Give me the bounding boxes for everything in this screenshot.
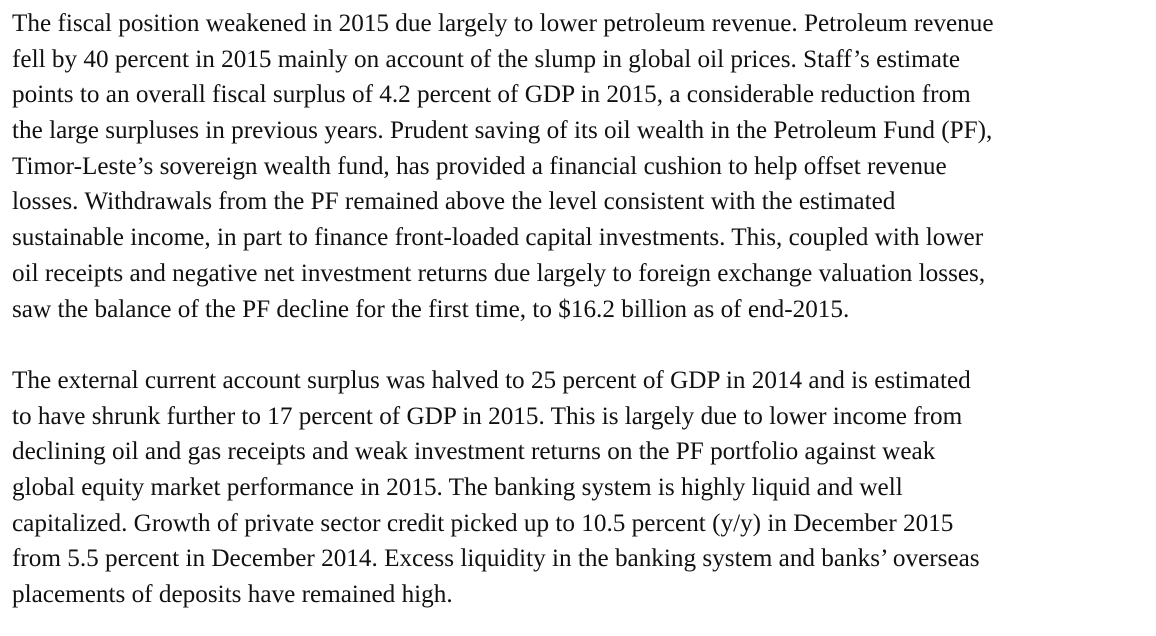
text-line: global equity market performance in 2015. The banking system is highly liquid and well <box>12 473 903 501</box>
text-line: declining oil and gas receipts and weak investment returns on the PF portfolio against weak <box>12 438 936 466</box>
text-line: saw the balance of the PF decline for the first time, to $16.2 billion as of end-2015. <box>12 295 850 323</box>
text-line: sustainable income, in part to finance front-loaded capital investments. This, coupled with lower <box>12 224 984 252</box>
text-line: The fiscal position weakened in 2015 due largely to lower petroleum revenue. Petroleum revenue <box>12 10 994 37</box>
text-line: Timor-Leste’s sovereign wealth fund, has provided a financial cushion to help offset revenue <box>12 152 947 180</box>
text-line: fell by 40 percent in 2015 mainly on account of the slump in global oil prices. Staff’s estimate <box>12 45 961 73</box>
text-line: oil receipts and negative net investment returns due largely to foreign exchange valuation losses, <box>12 259 986 287</box>
text-line: capitalized. Growth of private sector credit picked up to 10.5 percent (y/y) in December 2015 <box>12 509 954 537</box>
text-line: points to an overall fiscal surplus of 4.2 percent of GDP in 2015, a considerable reduction from <box>12 81 971 109</box>
text-line: the large surpluses in previous years. Prudent saving of its oil wealth in the Petroleum Fund (PF), <box>12 117 993 145</box>
paragraph-fiscal-position <box>12 6 1152 327</box>
text-line: to have shrunk further to 17 percent of GDP in 2015. This is largely due to lower income from <box>12 402 963 430</box>
text-line: from 5.5 percent in December 2014. Excess liquidity in the banking system and banks’ overseas <box>12 545 980 573</box>
text-line: losses. Withdrawals from the PF remained above the level consistent with the estimated <box>12 188 896 216</box>
text-line: The external current account surplus was halved to 25 percent of GDP in 2014 and is estimated <box>12 366 971 394</box>
paragraph-external-account <box>12 363 1152 613</box>
text-line: placements of deposits have remained high. <box>12 581 453 608</box>
document-body <box>12 6 1152 613</box>
